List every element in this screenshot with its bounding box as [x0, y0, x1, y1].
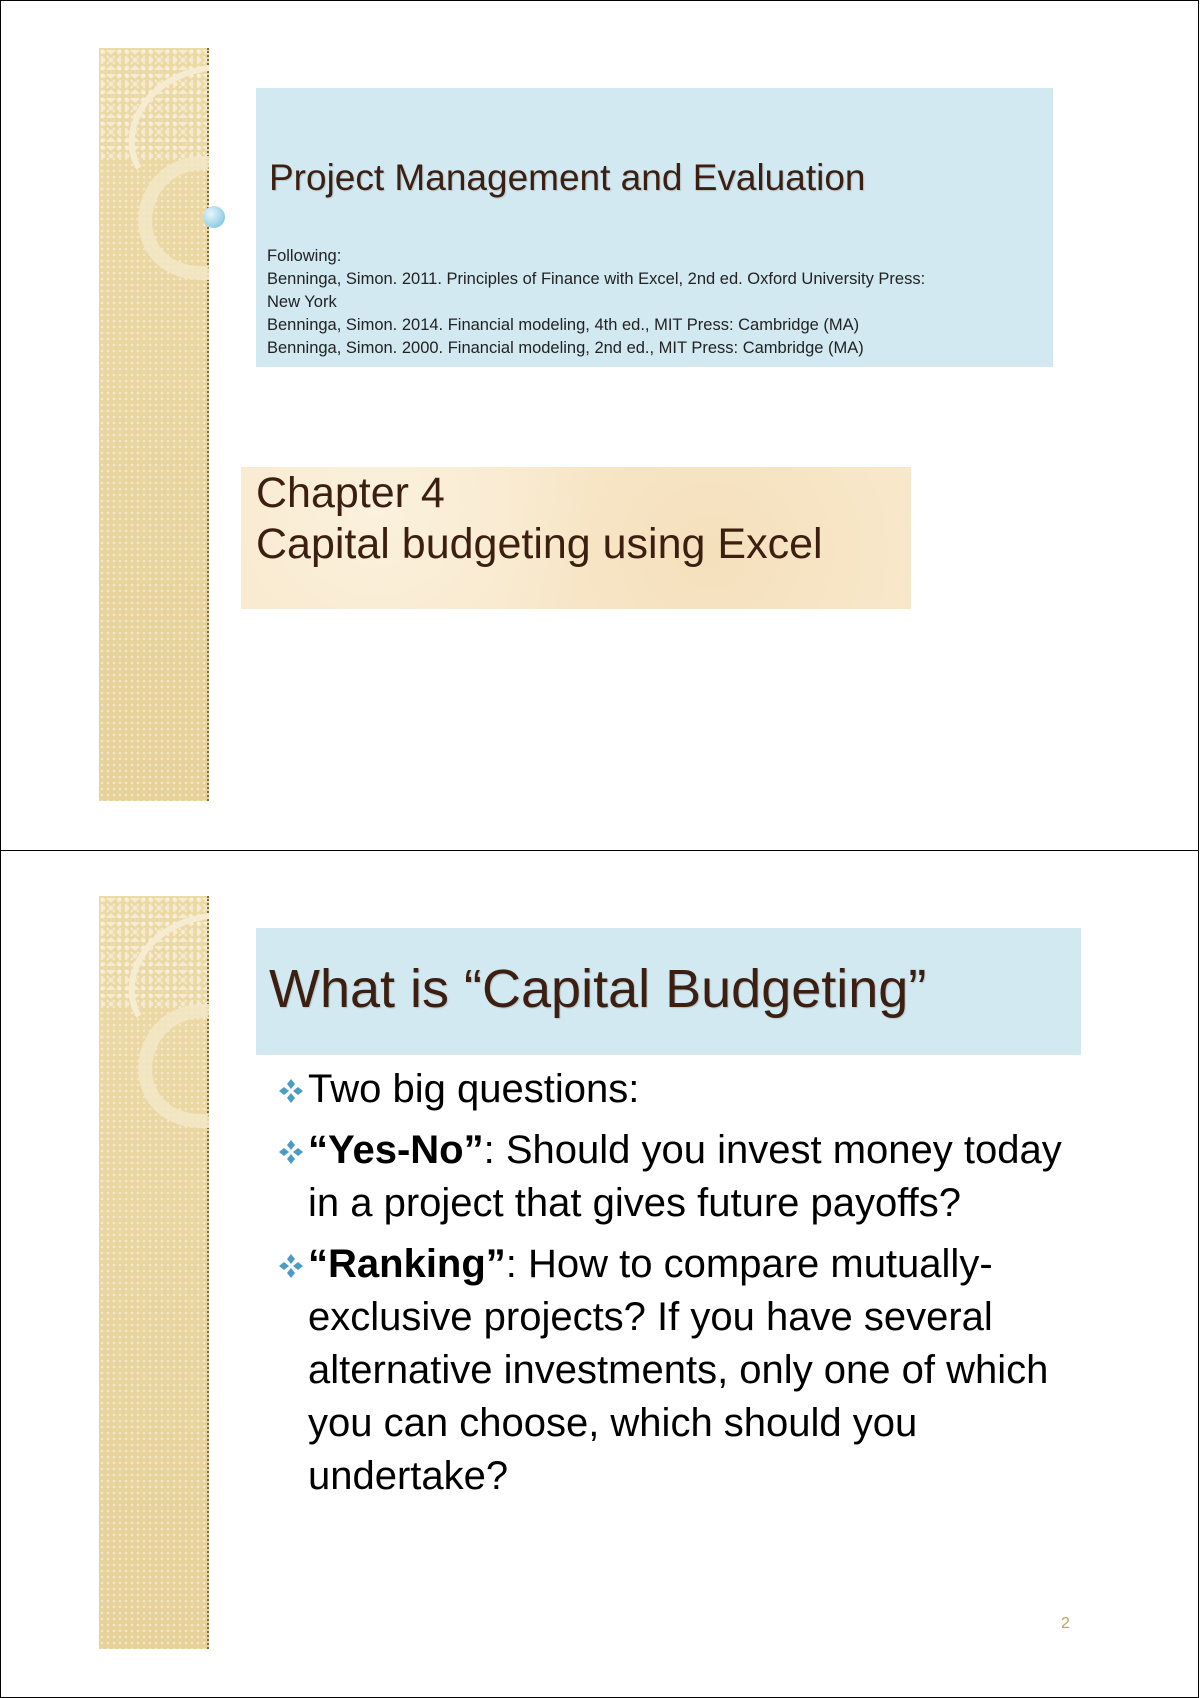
list-item [276, 1063, 1096, 1116]
four-diamond-icon [278, 1078, 304, 1104]
list-item [276, 1124, 1096, 1230]
page-number: 2 [1061, 1615, 1070, 1632]
reference-line: Following: [267, 247, 342, 265]
bullet-text: : How to compare mutually-exclusive projects? If you have several alternative investments, only one of which you can choose, which should you undertake? [308, 1242, 1049, 1498]
bullet-list [276, 1063, 1096, 1511]
swirl-decoration-icon [99, 48, 209, 308]
slide-2 [0, 850, 1199, 1698]
reference-line: Benninga, Simon. 2000. Financial modeling, 2nd ed., MIT Press: Cambridge (MA) [267, 339, 864, 357]
title-box [256, 88, 1053, 367]
bullet-keyword: “Yes-No” [308, 1128, 484, 1172]
slide-title: What is “Capital Budgeting” [269, 959, 927, 1019]
title-box [256, 928, 1081, 1055]
decorative-sidebar [99, 896, 209, 1649]
swirl-decoration-icon [99, 896, 209, 1156]
four-diamond-icon [278, 1139, 304, 1165]
decorative-sidebar [99, 48, 209, 801]
bullet-text: Two big questions: [308, 1067, 640, 1111]
reference-line: Benninga, Simon. 2011. Principles of Finance with Excel, 2nd ed. Oxford University Press: [267, 270, 926, 288]
bubble-icon [203, 206, 225, 228]
chapter-box [241, 467, 911, 609]
bullet-keyword: “Ranking” [308, 1242, 506, 1286]
bullet-text: : Should you invest money today in a project that gives future payoffs? [308, 1128, 1062, 1225]
slide-title: Project Management and Evaluation [269, 157, 866, 198]
four-diamond-icon [278, 1253, 304, 1279]
reference-line: New York [267, 293, 337, 311]
chapter-title: Capital budgeting using Excel [256, 520, 823, 568]
chapter-number: Chapter 4 [256, 469, 445, 517]
reference-line: Benninga, Simon. 2014. Financial modeling, 4th ed., MIT Press: Cambridge (MA) [267, 316, 860, 334]
list-item [276, 1238, 1096, 1503]
references [267, 245, 1047, 360]
